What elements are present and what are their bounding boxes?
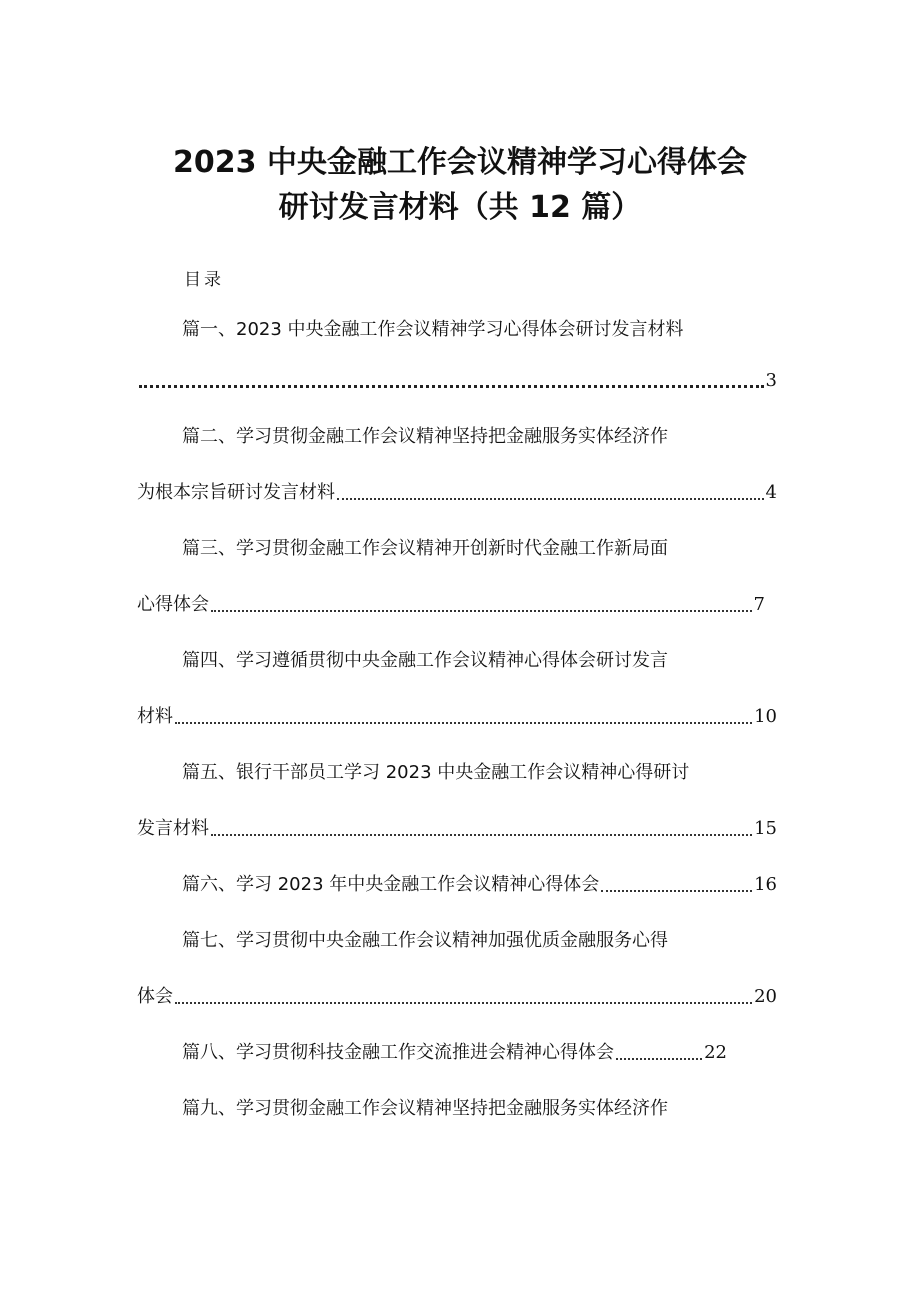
toc-entry-title[interactable]: 篇四、学习遵循贯彻中央金融工作会议精神心得体会研讨发言 [182, 650, 668, 671]
dot-leader [175, 705, 752, 729]
dot-leader [211, 593, 752, 617]
toc-entry-title-cont[interactable]: 为根本宗旨研讨发言材料 [137, 482, 335, 503]
toc-entry-title[interactable]: 篇五、银行干部员工学习 2023 中央金融工作会议精神心得研讨 [182, 762, 690, 783]
toc-entry-leader [137, 817, 777, 841]
toc-entry-leader [137, 593, 765, 617]
dot-leader [601, 873, 752, 897]
dot-leader [175, 985, 752, 1009]
toc-entry-leader [182, 1041, 727, 1065]
toc-entry-page: 15 [754, 818, 777, 839]
toc-entry-title[interactable]: 篇六、学习 2023 年中央金融工作会议精神心得体会 [182, 874, 600, 895]
toc-entry-title[interactable]: 篇七、学习贯彻中央金融工作会议精神加强优质金融服务心得 [182, 930, 668, 951]
title-line-2: 研讨发言材料（共 12 篇） [278, 190, 642, 225]
toc-entry-page: 3 [765, 370, 777, 391]
toc-entry-title[interactable]: 篇三、学习贯彻金融工作会议精神开创新时代金融工作新局面 [182, 538, 668, 559]
toc-heading: 目录 [184, 270, 224, 290]
dot-leader [211, 817, 752, 841]
toc-entry-leader [182, 873, 777, 897]
toc-entry-leader [137, 985, 777, 1009]
toc-entry-title[interactable]: 篇九、学习贯彻金融工作会议精神坚持把金融服务实体经济作 [182, 1098, 668, 1119]
toc-entry-title[interactable]: 篇八、学习贯彻科技金融工作交流推进会精神心得体会 [182, 1042, 614, 1063]
toc-entry-title-cont[interactable]: 体会 [137, 986, 173, 1007]
dot-leader [337, 481, 764, 505]
toc-entry-title[interactable]: 篇一、2023 中央金融工作会议精神学习心得体会研讨发言材料 [182, 319, 684, 340]
dot-leader [616, 1041, 702, 1065]
toc-entry-title-cont[interactable]: 材料 [137, 706, 173, 727]
toc-entry-page: 7 [753, 594, 765, 615]
toc-entry-page: 22 [704, 1042, 727, 1063]
toc-entry-page: 4 [765, 482, 777, 503]
toc-entry-title-cont[interactable]: 心得体会 [137, 594, 209, 615]
toc-entry-leader [137, 705, 777, 729]
title-line-1: 2023 中央金融工作会议精神学习心得体会 [173, 145, 747, 180]
toc-entry-title-cont[interactable]: 发言材料 [137, 818, 209, 839]
toc-entry-title[interactable]: 篇二、学习贯彻金融工作会议精神坚持把金融服务实体经济作 [182, 426, 668, 447]
dot-leader [139, 369, 764, 393]
toc-entry-page: 16 [754, 874, 777, 895]
toc-entry-page: 20 [754, 986, 777, 1007]
toc-entry-page: 10 [754, 706, 777, 727]
toc-entry-leader [137, 481, 777, 505]
toc-entry-leader [137, 369, 777, 393]
